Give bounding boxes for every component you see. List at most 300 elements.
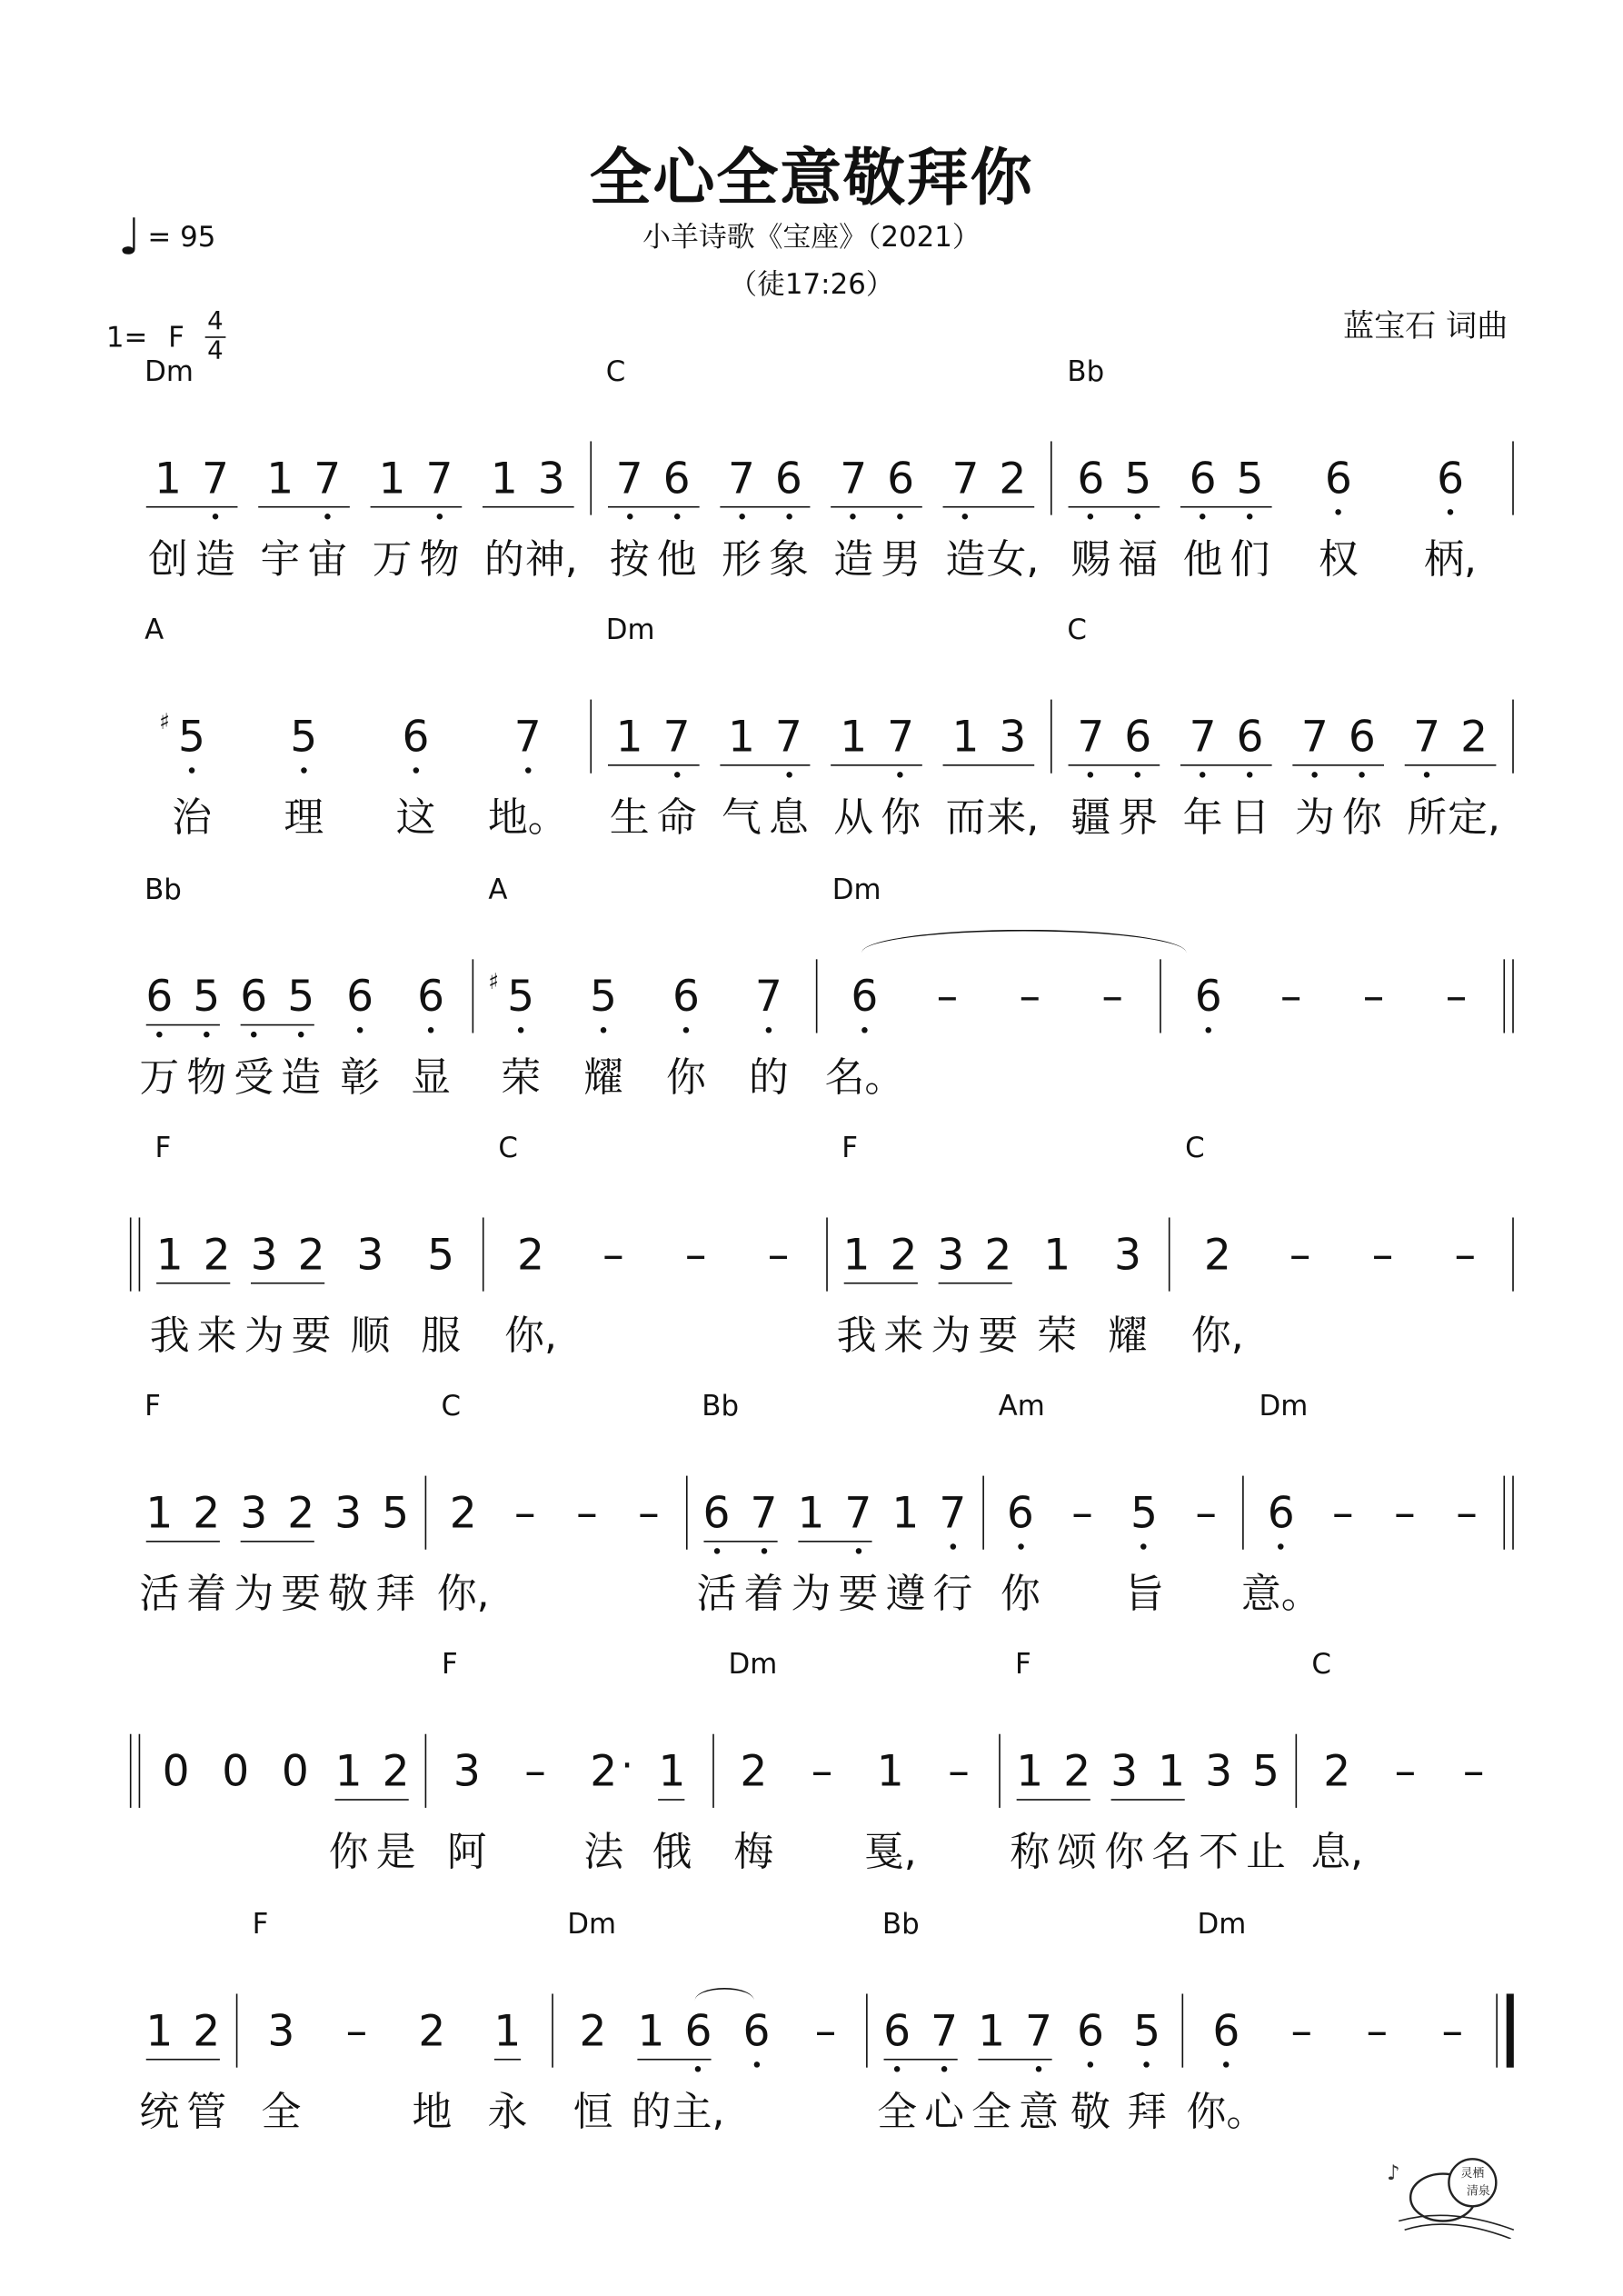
beat	[472, 705, 583, 842]
note-digit: 7	[939, 1487, 967, 1538]
note-digit: 7	[1025, 2005, 1052, 2056]
dash-extension	[333, 2000, 380, 2061]
note	[1424, 447, 1477, 584]
note-digit: 7	[951, 453, 980, 504]
note	[1067, 447, 1114, 584]
beat	[821, 705, 933, 842]
note-digit: 2	[590, 1745, 618, 1796]
beat	[360, 705, 472, 842]
note	[927, 1223, 974, 1360]
note-digit: 5	[590, 971, 618, 1022]
beat	[1119, 2000, 1175, 2136]
lyric: 活	[139, 1572, 180, 1618]
note	[408, 2000, 455, 2136]
lyric: 恒	[573, 2090, 613, 2136]
lyric: 为	[234, 1572, 274, 1618]
note-digit: 6	[684, 2005, 712, 2056]
beat	[360, 447, 472, 584]
note-digit: –	[1456, 1487, 1478, 1538]
lyric: 我	[836, 1313, 877, 1360]
note-digit: 6	[1194, 971, 1222, 1022]
lyric: 柄,	[1424, 536, 1477, 584]
note-digit: 2	[297, 1229, 325, 1280]
note-digit: 2	[382, 1745, 410, 1796]
low-octave-dot	[1247, 514, 1252, 519]
note-digit: 1	[840, 711, 868, 762]
lyric: 疆	[1070, 795, 1111, 842]
note	[1180, 705, 1227, 842]
note-digit: 3	[250, 1229, 278, 1280]
beat	[1339, 2000, 1415, 2088]
beat	[1167, 965, 1250, 1053]
lyric: 物	[419, 536, 460, 584]
note-digit: 3	[267, 2005, 295, 2056]
note	[570, 2000, 617, 2136]
note	[488, 965, 544, 1102]
beat	[1371, 1740, 1439, 1828]
key-label: 1=	[105, 321, 148, 354]
lyric: 敬	[328, 1572, 369, 1618]
lyric: 行	[932, 1572, 973, 1618]
lyric: 拜	[1127, 2090, 1168, 2136]
note	[393, 705, 440, 842]
note	[487, 705, 568, 842]
lyric: 意	[1019, 2090, 1059, 2136]
note-digit: –	[767, 1229, 790, 1280]
dash-extension	[1268, 965, 1315, 1027]
lyric: 按	[609, 536, 650, 584]
lyric: 他	[1182, 536, 1223, 584]
note	[1015, 2000, 1062, 2136]
beat	[494, 1482, 556, 1570]
note	[1180, 447, 1227, 584]
chord-symbol: Bb	[144, 873, 182, 906]
note-digit: 1	[145, 1487, 174, 1538]
note	[1448, 705, 1500, 842]
beat	[501, 1740, 569, 1828]
lyric: 耀	[1108, 1313, 1148, 1360]
note	[606, 447, 653, 584]
chord-symbol: F	[154, 1132, 172, 1165]
lyric: 来	[196, 1313, 237, 1360]
beat	[335, 1223, 406, 1360]
beat	[480, 965, 563, 1102]
scripture-reference: （徒17:26）	[729, 268, 894, 302]
note-digit: 7	[727, 453, 755, 504]
dash-extension	[1277, 1223, 1324, 1285]
beat	[146, 1223, 241, 1360]
lyric: 来	[883, 1313, 924, 1360]
note-digit: 3	[1110, 1745, 1139, 1796]
beat	[265, 1740, 325, 1828]
barline	[1503, 959, 1513, 1033]
barline	[130, 1734, 140, 1808]
note	[1186, 2000, 1267, 2136]
lyric: 他	[656, 536, 697, 584]
beat	[787, 1482, 881, 1618]
note	[986, 447, 1040, 584]
note	[372, 1482, 419, 1618]
note-digit: 2	[740, 1745, 768, 1796]
beat	[1021, 1223, 1092, 1360]
low-octave-dot	[673, 514, 679, 519]
low-octave-dot	[324, 514, 330, 519]
beat	[135, 965, 230, 1102]
note-digit: 7	[615, 453, 643, 504]
low-octave-dot	[251, 1032, 256, 1037]
note-digit: –	[1332, 1487, 1354, 1538]
note	[941, 705, 989, 842]
author-credit: 蓝宝石 词曲	[1342, 308, 1508, 344]
note	[183, 2000, 230, 2136]
note-digit: 2	[984, 1229, 1012, 1280]
staff-row	[130, 873, 1514, 1102]
note-digit: 3	[334, 1487, 363, 1538]
beat	[597, 705, 709, 842]
note-digit: –	[948, 1745, 970, 1796]
lyric: 福	[1118, 536, 1159, 584]
note-digit: 5	[1130, 1487, 1159, 1538]
dash-extension	[502, 1482, 549, 1543]
note-digit: 0	[281, 1745, 309, 1796]
beat	[727, 965, 810, 1102]
lyric: 为	[1294, 795, 1335, 842]
low-octave-dot	[898, 514, 903, 519]
beat	[709, 447, 821, 584]
lyric: 定,	[1448, 795, 1500, 842]
note-digit: 5	[1236, 453, 1264, 504]
lyric: 地	[412, 2090, 453, 2136]
beat	[470, 2000, 545, 2136]
note	[628, 2000, 675, 2136]
beat	[821, 447, 933, 584]
measure	[130, 614, 590, 842]
note	[483, 2000, 531, 2136]
lyric: 荣	[1037, 1313, 1078, 1360]
dash-extension	[1433, 965, 1480, 1027]
note-digit: 7	[1300, 711, 1329, 762]
lyric: 是	[375, 1830, 416, 1876]
beat	[933, 447, 1045, 584]
dash-extension	[1429, 2000, 1476, 2061]
dash-extension	[802, 2000, 850, 2061]
logo-icon	[1384, 2147, 1517, 2239]
note	[718, 705, 765, 842]
chord-symbol: Dm	[567, 1908, 617, 1942]
beat	[990, 1482, 1051, 1618]
barline	[1512, 700, 1514, 774]
lyric: 你	[328, 1830, 369, 1876]
dash-extension	[1350, 965, 1398, 1027]
beat	[1071, 965, 1154, 1053]
time-top: 4	[207, 306, 224, 337]
note	[1310, 1740, 1364, 1876]
beat	[1059, 447, 1170, 584]
dash-extension	[1089, 965, 1136, 1027]
note-digit: 6	[1124, 711, 1152, 762]
note-digit: 6	[145, 971, 174, 1022]
low-octave-dot	[739, 514, 744, 519]
lyric: 你,	[436, 1572, 490, 1618]
note-digit: 1	[378, 453, 406, 504]
dash-extension	[625, 1482, 672, 1543]
note	[436, 1482, 490, 1618]
barline	[1512, 1217, 1514, 1291]
note-digit: 5	[193, 971, 221, 1022]
note	[481, 447, 528, 584]
beat	[135, 447, 247, 584]
lyric: 年	[1182, 795, 1223, 842]
chord-symbol: C	[498, 1132, 518, 1165]
lyric: 宇	[260, 536, 301, 584]
beat	[638, 1740, 706, 1876]
note-digit: –	[1362, 971, 1385, 1022]
note	[606, 705, 653, 842]
note	[863, 1740, 917, 1876]
tempo-value: = 95	[147, 221, 216, 255]
lyric: 俄	[652, 1830, 692, 1876]
note	[1185, 965, 1232, 1027]
lyric: 荣	[501, 1054, 542, 1102]
note-digit: 0	[162, 1745, 190, 1796]
lyric: 显	[411, 1054, 452, 1102]
measure	[1052, 614, 1512, 842]
beat	[205, 1740, 265, 1828]
low-octave-dot	[301, 767, 306, 773]
note-digit: 3	[240, 1487, 268, 1538]
note	[1100, 1740, 1148, 1876]
note	[1033, 1223, 1080, 1360]
low-octave-dot	[1036, 2066, 1041, 2071]
measure	[427, 1648, 712, 1876]
note	[324, 1482, 372, 1618]
lyric: 命	[656, 795, 697, 842]
beat	[490, 1223, 573, 1360]
low-octave-dot	[766, 1027, 772, 1033]
note	[1291, 705, 1339, 842]
low-octave-dot	[1359, 772, 1365, 777]
dash-extension	[1381, 1482, 1429, 1543]
beat	[1264, 2000, 1339, 2088]
beat	[856, 1740, 924, 1876]
note-digit: –	[1445, 971, 1468, 1022]
beat	[927, 1223, 1021, 1360]
beat	[968, 2000, 1062, 2136]
note-digit: 1	[155, 1229, 184, 1280]
sharp-icon: ♯	[488, 968, 500, 995]
beat	[1332, 965, 1415, 1053]
note	[765, 447, 812, 584]
beat	[833, 1223, 928, 1360]
note	[877, 705, 924, 842]
low-octave-dot	[1018, 1543, 1023, 1549]
low-octave-dot	[428, 1027, 433, 1033]
beat	[989, 965, 1071, 1053]
low-octave-dot	[962, 514, 968, 519]
lyric: 理	[284, 795, 324, 842]
beat	[135, 2000, 230, 2136]
note-digit: 7	[774, 711, 802, 762]
dash-extension	[512, 1740, 559, 1802]
low-octave-dot	[950, 1543, 955, 1549]
dash-extension	[923, 965, 971, 1027]
low-octave-dot	[695, 2066, 701, 2071]
beat	[1424, 1223, 1507, 1312]
note-digit: 2	[193, 1487, 221, 1538]
note-digit: 1	[797, 1487, 825, 1538]
note	[407, 965, 454, 1102]
barline	[1503, 1476, 1513, 1550]
lyric: 顺	[350, 1313, 391, 1360]
beat	[244, 2000, 319, 2136]
note-digit: 7	[931, 2005, 959, 2056]
note-digit: 7	[662, 711, 691, 762]
low-octave-dot	[213, 514, 218, 519]
dash-extension	[563, 1482, 611, 1543]
measure	[130, 1390, 425, 1618]
dash-extension	[1381, 1740, 1429, 1802]
dash-extension	[1319, 1482, 1367, 1543]
dash-extension	[1359, 1223, 1406, 1285]
note	[968, 2000, 1015, 2136]
note-digit: –	[1454, 1229, 1477, 1280]
dash-extension	[672, 1223, 720, 1285]
note	[834, 1482, 881, 1618]
note-digit: 5	[287, 971, 315, 1022]
note-digit: 7	[425, 453, 453, 504]
dash-extension	[755, 1223, 802, 1285]
note	[787, 1482, 834, 1618]
note-digit: –	[1441, 2005, 1464, 2056]
beat	[472, 447, 583, 584]
note-digit: 5	[507, 971, 535, 1022]
note-digit: 2	[449, 1487, 477, 1538]
note-digit: 1	[266, 453, 294, 504]
lyric: 法	[583, 1830, 624, 1876]
beat	[1250, 965, 1332, 1053]
note-digit: 3	[1205, 1745, 1233, 1796]
low-octave-dot	[1312, 772, 1318, 777]
lyric: 全	[877, 2090, 918, 2136]
note	[135, 965, 183, 1102]
lyric: 创	[148, 536, 188, 584]
note-digit: –	[811, 1745, 833, 1796]
note-digit: 5	[290, 711, 318, 762]
lyric: 耀	[583, 1054, 623, 1102]
note-digit: 5	[427, 1229, 455, 1280]
low-octave-dot	[525, 767, 531, 773]
note-digit: 7	[844, 1487, 872, 1538]
note-digit: 2	[890, 1229, 918, 1280]
note-digit: 6	[662, 453, 691, 504]
note-digit: 1	[334, 1745, 363, 1796]
note	[653, 447, 701, 584]
note-digit: 1	[658, 1745, 686, 1796]
lyric: 彰	[340, 1054, 381, 1102]
note-digit: 6	[346, 971, 374, 1022]
low-octave-dot	[1279, 1543, 1284, 1549]
lyric: 神,	[524, 536, 578, 584]
note-digit: –	[1195, 1487, 1217, 1538]
measure	[713, 1648, 999, 1876]
low-octave-dot	[898, 772, 903, 777]
lyric: 要	[978, 1313, 1019, 1360]
lyric: 男	[881, 536, 921, 584]
note-digit: 7	[1189, 711, 1217, 762]
note-digit: 3	[453, 1745, 481, 1796]
low-octave-dot	[1200, 772, 1205, 777]
lyric: 拜	[375, 1572, 416, 1618]
lyric: 气	[722, 795, 762, 842]
lyric: 造	[833, 536, 874, 584]
note-digit: 6	[1006, 1487, 1034, 1538]
dash-extension	[1353, 2000, 1400, 2061]
staff-row	[130, 1648, 1514, 1876]
note-digit: 2	[1323, 1745, 1351, 1796]
lyric: 你	[666, 1054, 706, 1102]
note-digit: 1	[978, 2005, 1006, 2056]
low-octave-dot	[1336, 509, 1341, 514]
chord-symbol: A	[488, 873, 508, 906]
note	[693, 1482, 741, 1618]
lyric: 你	[881, 795, 921, 842]
low-octave-dot	[1144, 2061, 1150, 2067]
beat	[628, 2000, 725, 2136]
lyric: 造	[195, 536, 235, 584]
note-digit: 7	[1077, 711, 1105, 762]
note-digit: –	[1279, 971, 1302, 1022]
beat	[394, 2000, 470, 2136]
beat	[1312, 1482, 1374, 1570]
lyric: 从	[833, 795, 874, 842]
note	[524, 447, 578, 584]
beat	[1282, 447, 1394, 584]
note-digit: 6	[1189, 453, 1217, 504]
note-digit: –	[524, 1745, 546, 1796]
note	[373, 1740, 420, 1876]
note	[183, 1482, 230, 1618]
lyric: 地。	[487, 795, 568, 842]
chord-symbol: F	[841, 1132, 859, 1165]
lyric: 生	[609, 795, 650, 842]
lyric: 女,	[986, 536, 1040, 584]
beat	[1259, 1223, 1341, 1312]
lyric: 不	[1199, 1830, 1239, 1876]
lyric: 的	[483, 536, 524, 584]
beat	[645, 965, 728, 1102]
note-digit: 0	[222, 1745, 250, 1796]
beat	[1303, 1740, 1371, 1876]
note	[153, 1740, 200, 1802]
measure	[553, 1908, 866, 2136]
chord-symbol: C	[1185, 1132, 1205, 1165]
lyric: 止	[1246, 1830, 1286, 1876]
note-digit: 6	[887, 453, 915, 504]
beat	[823, 965, 906, 1102]
beat	[230, 965, 324, 1102]
lyric: 阿	[446, 1830, 487, 1876]
note	[649, 1740, 696, 1876]
staff-row	[130, 1908, 1514, 2136]
chord-symbol: Dm	[605, 614, 655, 647]
note-digit: –	[684, 1229, 707, 1280]
lyric: 治	[172, 795, 212, 842]
beat	[1415, 2000, 1490, 2088]
beat	[572, 1223, 654, 1312]
chord-symbol: Bb	[881, 1908, 920, 1942]
lyric: 这	[395, 795, 436, 842]
note	[280, 705, 327, 842]
